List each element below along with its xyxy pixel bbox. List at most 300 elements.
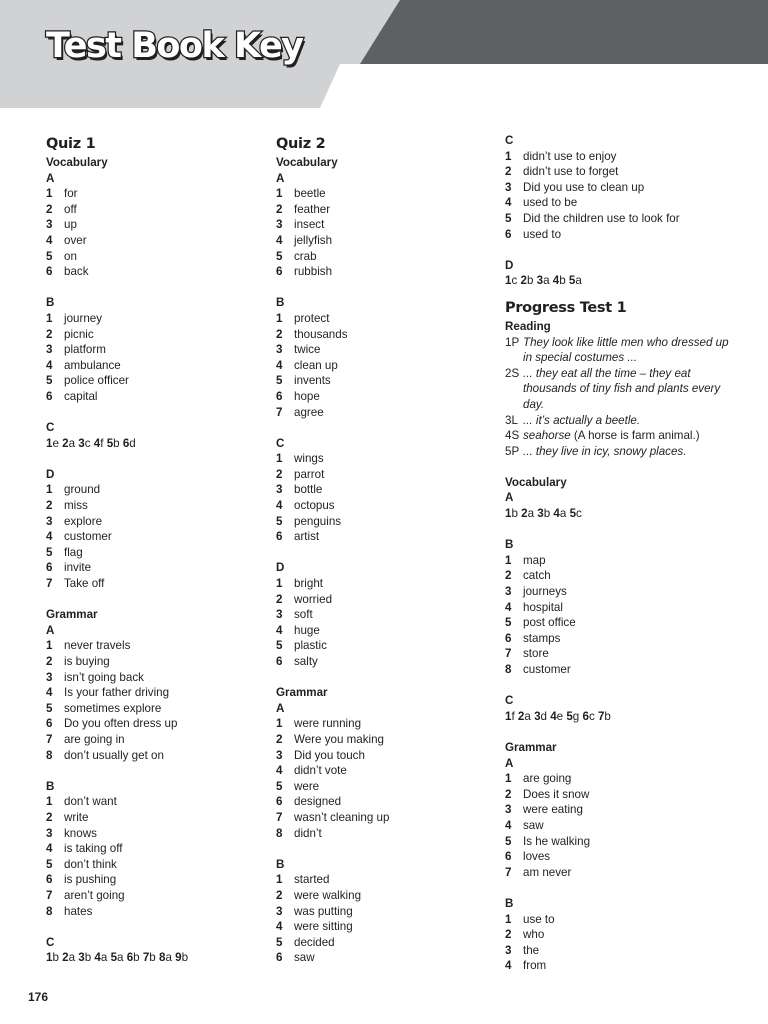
inline-answer-pair bbox=[569, 274, 582, 287]
answer-item bbox=[505, 149, 735, 165]
item-answer: aren’t going bbox=[64, 888, 125, 902]
item-number: 4 bbox=[276, 920, 283, 934]
inline-answer-pair bbox=[570, 507, 582, 520]
answer-item bbox=[505, 195, 735, 211]
answer-item bbox=[276, 389, 501, 405]
item-answer: were eating bbox=[523, 803, 583, 817]
item-answer: penguins bbox=[294, 514, 342, 528]
item-answer: feather bbox=[294, 202, 331, 216]
answer-item bbox=[46, 217, 271, 233]
item-answer: saw bbox=[294, 951, 315, 965]
section-title: Progress Test 1 bbox=[505, 299, 627, 316]
item-answer: b bbox=[84, 951, 92, 965]
item-number: 6 bbox=[126, 951, 134, 965]
subsection-title: Vocabulary bbox=[505, 475, 567, 489]
item-number: 7 bbox=[505, 647, 512, 661]
item-answer: invents bbox=[294, 374, 331, 388]
section-title: Quiz 2 bbox=[276, 136, 326, 152]
item-answer: invite bbox=[64, 561, 92, 575]
item-number: 1 bbox=[276, 717, 283, 731]
item-answer: c bbox=[576, 507, 582, 521]
answer-item bbox=[276, 217, 501, 233]
inline-answer-pair bbox=[62, 951, 75, 964]
item-answer: b bbox=[604, 709, 611, 723]
answer-item bbox=[276, 467, 501, 483]
item-answer: from bbox=[523, 959, 547, 973]
item-number: 4 bbox=[93, 436, 101, 450]
item-answer: used to be bbox=[523, 196, 578, 210]
answer-item bbox=[505, 180, 735, 196]
inline-answers bbox=[46, 436, 271, 452]
item-number: 2 bbox=[505, 165, 512, 179]
item-answer: didn’t vote bbox=[294, 764, 347, 778]
item-number: 7 bbox=[505, 865, 512, 879]
inline-answer-pair bbox=[175, 951, 188, 964]
item-answer: parrot bbox=[294, 467, 325, 481]
inline-answer-pair bbox=[521, 507, 534, 520]
answer-item bbox=[276, 451, 501, 467]
item-answer: g bbox=[572, 709, 580, 723]
item-answer: loves bbox=[523, 850, 551, 864]
inline-answer-pair bbox=[534, 710, 547, 723]
answer-item bbox=[276, 373, 501, 389]
item-answer: a bbox=[117, 951, 124, 965]
inline-answer-pair bbox=[566, 710, 579, 723]
quoted-text: seahorse bbox=[523, 429, 571, 443]
item-answer: b bbox=[559, 274, 566, 288]
answer-item bbox=[46, 826, 271, 842]
item-number: 5 bbox=[276, 249, 283, 263]
item-number: 5 bbox=[46, 701, 53, 715]
answer-list bbox=[46, 794, 271, 919]
answer-item bbox=[276, 576, 501, 592]
item-answer: explore bbox=[64, 514, 103, 528]
item-number: 6 bbox=[276, 530, 283, 544]
answer-item bbox=[276, 342, 501, 358]
answer-item bbox=[276, 950, 501, 966]
item-number: 1 bbox=[276, 452, 283, 466]
item-answer: a bbox=[575, 274, 582, 288]
inline-answer-pair bbox=[537, 507, 550, 520]
item-answer: c bbox=[84, 436, 91, 450]
item-number: 4 bbox=[276, 233, 283, 247]
answer-item bbox=[505, 553, 735, 569]
item-answer: protect bbox=[294, 311, 330, 325]
item-answer: artist bbox=[294, 530, 320, 544]
item-answer: isn’t going back bbox=[64, 670, 144, 684]
item-answer: wasn’t cleaning up bbox=[294, 810, 390, 824]
answer-list bbox=[46, 482, 271, 591]
answer-item bbox=[46, 654, 271, 670]
page-number: 176 bbox=[28, 990, 49, 1004]
answer-item bbox=[276, 826, 501, 842]
item-number: 5 bbox=[276, 514, 283, 528]
answer-item bbox=[276, 919, 501, 935]
answer-item bbox=[46, 311, 271, 327]
item-number: 6 bbox=[276, 265, 283, 279]
inline-answers bbox=[505, 709, 735, 725]
item-number: 2 bbox=[62, 436, 69, 450]
item-number: 3 bbox=[276, 748, 283, 762]
item-number: 4 bbox=[94, 951, 101, 965]
item-answer bbox=[523, 366, 735, 413]
item-answer: beetle bbox=[294, 187, 326, 201]
quoted-text: ... they eat all the time – they eat thousands of tiny fish and plants every day. bbox=[523, 366, 721, 411]
answer-item bbox=[505, 646, 735, 662]
reading-answer-item bbox=[505, 444, 735, 460]
item-number: 2 bbox=[276, 592, 283, 606]
item-answer: hospital bbox=[523, 600, 563, 614]
answer-item bbox=[505, 927, 735, 943]
item-number: 5 bbox=[46, 374, 53, 388]
item-answer: b bbox=[113, 436, 120, 450]
item-answer: Did you touch bbox=[294, 748, 365, 762]
item-answer: hates bbox=[64, 904, 93, 918]
item-answer: b bbox=[181, 951, 189, 965]
answer-item bbox=[46, 233, 271, 249]
item-number: 5 bbox=[276, 935, 283, 949]
item-answer: octopus bbox=[294, 499, 335, 513]
item-answer: up bbox=[64, 218, 77, 232]
item-answer: salty bbox=[294, 655, 318, 668]
item-number: 5 bbox=[505, 211, 512, 225]
answer-item bbox=[505, 834, 735, 850]
answer-item bbox=[505, 912, 735, 928]
item-answer bbox=[523, 335, 735, 366]
inline-answer-pair bbox=[111, 951, 124, 964]
answer-item bbox=[505, 568, 735, 584]
inline-answer-pair bbox=[143, 951, 156, 964]
item-number: 4 bbox=[505, 818, 512, 832]
item-answer: c bbox=[588, 709, 595, 723]
inline-answer-pair bbox=[505, 507, 518, 520]
item-answer: on bbox=[64, 249, 77, 263]
answer-list bbox=[276, 716, 501, 841]
inline-answer-pair bbox=[107, 437, 120, 450]
item-answer: didn’t bbox=[294, 826, 322, 840]
item-answer: Is your father driving bbox=[64, 686, 170, 700]
inline-answer-pair bbox=[159, 951, 172, 964]
answer-list bbox=[46, 186, 271, 280]
exercise-label: A bbox=[505, 491, 514, 505]
item-answer: insect bbox=[294, 218, 325, 232]
item-number: 4 bbox=[276, 764, 283, 778]
answer-item bbox=[46, 748, 271, 764]
item-number: 7 bbox=[276, 405, 283, 419]
item-number: 3 bbox=[534, 709, 541, 723]
item-number: 2 bbox=[505, 928, 512, 942]
item-answer: were bbox=[294, 779, 320, 793]
item-number: 4 bbox=[505, 959, 512, 973]
exercise-label: A bbox=[276, 171, 285, 185]
item-number: 6 bbox=[276, 389, 283, 403]
answer-item bbox=[505, 615, 735, 631]
answer-item bbox=[505, 943, 735, 959]
answer-item bbox=[276, 405, 501, 421]
item-number: 1 bbox=[505, 507, 512, 521]
answer-item bbox=[46, 545, 271, 561]
item-number: 4 bbox=[550, 709, 557, 723]
item-number: 6 bbox=[505, 850, 512, 864]
exercise-label: A bbox=[505, 756, 514, 770]
item-answer: ground bbox=[64, 483, 101, 497]
answer-list bbox=[276, 186, 501, 280]
subsection-title: Grammar bbox=[46, 608, 98, 622]
item-number: 7 bbox=[46, 732, 53, 746]
item-number: 5 bbox=[46, 857, 53, 871]
answer-list bbox=[505, 553, 735, 678]
item-answer: ambulance bbox=[64, 358, 121, 372]
item-number: 7 bbox=[46, 577, 53, 591]
item-number: 5 bbox=[568, 274, 576, 288]
item-number: 4 bbox=[46, 842, 53, 856]
inline-answer-pair bbox=[518, 710, 531, 723]
item-number: 5 bbox=[110, 951, 118, 965]
exercise-label: C bbox=[276, 436, 285, 450]
answer-item bbox=[46, 685, 271, 701]
item-answer: d bbox=[129, 436, 136, 450]
answer-item bbox=[46, 202, 271, 218]
item-number: 1 bbox=[276, 311, 283, 325]
item-answer: police officer bbox=[64, 374, 129, 388]
answer-item bbox=[276, 202, 501, 218]
exercise-label: A bbox=[46, 171, 55, 185]
item-number: 3 bbox=[537, 507, 544, 521]
item-answer: plastic bbox=[294, 639, 327, 653]
item-answer: a bbox=[559, 507, 567, 521]
item-answer: am never bbox=[523, 865, 572, 879]
inline-answer-pair bbox=[553, 507, 566, 520]
answer-item bbox=[276, 264, 501, 280]
item-answer: back bbox=[64, 265, 89, 279]
exercise-label: B bbox=[46, 779, 55, 793]
inline-answer-pair bbox=[94, 951, 107, 964]
item-answer: e bbox=[52, 436, 59, 450]
item-answer: capital bbox=[64, 389, 98, 403]
item-answer: who bbox=[523, 928, 545, 942]
item-answer: b bbox=[52, 951, 59, 965]
item-answer: wings bbox=[294, 452, 324, 466]
item-number: 3L bbox=[505, 413, 518, 427]
answer-item bbox=[276, 482, 501, 498]
item-number: 6 bbox=[46, 873, 53, 887]
inline-answer-pair bbox=[62, 437, 75, 450]
item-number: 2 bbox=[276, 467, 283, 481]
item-number: 4 bbox=[276, 623, 283, 637]
item-number: 1 bbox=[46, 187, 53, 201]
item-answer bbox=[523, 413, 735, 429]
exercise-label: B bbox=[505, 896, 514, 910]
answer-item bbox=[276, 904, 501, 920]
item-number: 3 bbox=[276, 904, 283, 918]
inline-answer-pair bbox=[505, 274, 517, 287]
item-number: 4S bbox=[505, 429, 520, 443]
answer-item bbox=[505, 631, 735, 647]
item-answer: customer bbox=[64, 530, 112, 544]
item-number: 3 bbox=[78, 951, 85, 965]
answer-item bbox=[46, 342, 271, 358]
answer-item bbox=[505, 958, 735, 974]
answer-item bbox=[276, 779, 501, 795]
item-number: 4 bbox=[46, 233, 53, 247]
item-answer: don’t think bbox=[64, 857, 117, 871]
answer-item bbox=[276, 249, 501, 265]
answer-item bbox=[276, 935, 501, 951]
answer-item bbox=[46, 670, 271, 686]
item-answer: off bbox=[64, 202, 77, 216]
item-answer: decided bbox=[294, 935, 335, 949]
exercise-label: C bbox=[46, 421, 55, 435]
answer-item bbox=[276, 358, 501, 374]
item-number: 7 bbox=[597, 709, 605, 723]
item-answer: jellyfish bbox=[294, 233, 333, 247]
item-number: 6 bbox=[46, 717, 53, 731]
item-answer: d bbox=[540, 709, 547, 723]
subsection-title: Reading bbox=[505, 319, 551, 333]
item-answer: agree bbox=[294, 405, 324, 419]
item-number: 1 bbox=[505, 912, 512, 926]
item-answer: designed bbox=[294, 795, 342, 809]
item-number: 1 bbox=[505, 772, 512, 786]
item-answer: Take off bbox=[64, 577, 105, 591]
item-number: 1 bbox=[46, 639, 53, 653]
column-quiz-1 bbox=[46, 133, 271, 966]
item-number: 6 bbox=[46, 561, 53, 575]
inline-answer-pair bbox=[550, 710, 563, 723]
item-answer: knows bbox=[64, 826, 97, 840]
item-answer: hope bbox=[294, 389, 320, 403]
answer-item bbox=[505, 662, 735, 678]
section-title: Quiz 1 bbox=[46, 136, 96, 152]
item-number: 8 bbox=[46, 748, 53, 762]
item-answer: use to bbox=[523, 912, 555, 926]
inline-answer-pair bbox=[46, 437, 59, 450]
item-answer: a bbox=[100, 951, 108, 965]
item-number: 2 bbox=[276, 732, 283, 746]
item-number: 2S bbox=[505, 366, 520, 380]
exercise-label: A bbox=[276, 701, 285, 715]
answer-item bbox=[276, 716, 501, 732]
item-number: 2 bbox=[276, 888, 283, 902]
item-number: 2 bbox=[62, 951, 69, 965]
item-answer: twice bbox=[294, 343, 321, 357]
item-number: 6 bbox=[505, 227, 512, 241]
item-number: 6 bbox=[276, 655, 283, 668]
item-number: 1 bbox=[505, 149, 512, 163]
item-number: 3 bbox=[276, 343, 283, 357]
quoted-text: They look like little men who dressed up in special costumes ... bbox=[523, 335, 729, 365]
item-number: 2 bbox=[276, 202, 283, 216]
item-answer: f bbox=[100, 436, 104, 450]
answer-item bbox=[276, 810, 501, 826]
answer-item bbox=[46, 794, 271, 810]
inline-answer-pair bbox=[78, 951, 91, 964]
answer-item bbox=[46, 888, 271, 904]
answer-item bbox=[505, 584, 735, 600]
item-number: 5 bbox=[276, 374, 283, 388]
exercise-label: C bbox=[505, 694, 514, 708]
item-answer: b bbox=[133, 951, 140, 965]
item-number: 4 bbox=[505, 600, 512, 614]
inline-answer-pair bbox=[553, 274, 566, 287]
item-answer: a bbox=[543, 274, 550, 288]
item-number: 5P bbox=[505, 444, 520, 458]
exercise-label: B bbox=[276, 296, 285, 310]
item-number: 3 bbox=[46, 670, 53, 684]
item-number: 1 bbox=[276, 577, 283, 591]
answer-item bbox=[46, 498, 271, 514]
item-answer: huge bbox=[294, 623, 320, 637]
item-number: 5 bbox=[276, 779, 283, 793]
item-number: 5 bbox=[46, 249, 53, 263]
item-number: 5 bbox=[276, 639, 283, 653]
item-number: 5 bbox=[505, 616, 512, 630]
item-answer: used to bbox=[523, 227, 562, 241]
exercise-label: D bbox=[276, 561, 285, 575]
item-number: 2 bbox=[46, 499, 53, 513]
answer-item bbox=[46, 560, 271, 576]
banner-dark-shape bbox=[360, 0, 768, 64]
answer-item bbox=[276, 794, 501, 810]
inline-answer-pair bbox=[78, 437, 90, 450]
answer-item bbox=[46, 373, 271, 389]
item-number: 1 bbox=[276, 187, 283, 201]
answer-item bbox=[276, 186, 501, 202]
item-number: 6 bbox=[276, 951, 283, 965]
exercise-label: C bbox=[46, 935, 55, 949]
item-answer: is taking off bbox=[64, 842, 123, 856]
answer-list bbox=[505, 912, 735, 974]
item-number: 1 bbox=[505, 274, 512, 288]
item-answer: were sitting bbox=[294, 920, 353, 934]
answer-item bbox=[505, 802, 735, 818]
item-number: 8 bbox=[158, 951, 166, 965]
item-answer: are going in bbox=[64, 732, 125, 746]
answer-item bbox=[46, 904, 271, 920]
item-number: 6 bbox=[122, 436, 130, 450]
item-answer: Is he walking bbox=[523, 834, 591, 848]
item-number: 3 bbox=[276, 483, 283, 497]
item-answer: a bbox=[165, 951, 172, 965]
item-answer: journeys bbox=[523, 585, 567, 599]
answer-item bbox=[46, 872, 271, 888]
item-number: 3 bbox=[46, 514, 53, 528]
answer-item bbox=[46, 186, 271, 202]
answer-item bbox=[276, 732, 501, 748]
item-number: 4 bbox=[552, 274, 560, 288]
inline-answer-pair bbox=[537, 274, 550, 287]
item-number: 3 bbox=[505, 803, 512, 817]
answer-item bbox=[276, 748, 501, 764]
item-answer: soft bbox=[294, 608, 313, 622]
item-number: 6 bbox=[46, 265, 53, 279]
answer-list bbox=[46, 638, 271, 763]
item-number: 7 bbox=[46, 888, 53, 902]
item-number: 8 bbox=[276, 826, 283, 840]
item-number: 5 bbox=[569, 507, 577, 521]
item-number: 7 bbox=[142, 951, 150, 965]
item-number: 6 bbox=[582, 709, 589, 723]
item-number: 6 bbox=[505, 631, 512, 645]
item-number: 1 bbox=[46, 951, 53, 965]
item-number: 4 bbox=[46, 686, 53, 700]
item-number: 3 bbox=[46, 218, 53, 232]
item-number: 9 bbox=[175, 951, 182, 965]
item-number: 3 bbox=[46, 343, 53, 357]
inline-answer-pair bbox=[582, 710, 594, 723]
item-number: 2 bbox=[46, 202, 53, 216]
item-number: 1 bbox=[46, 795, 53, 809]
